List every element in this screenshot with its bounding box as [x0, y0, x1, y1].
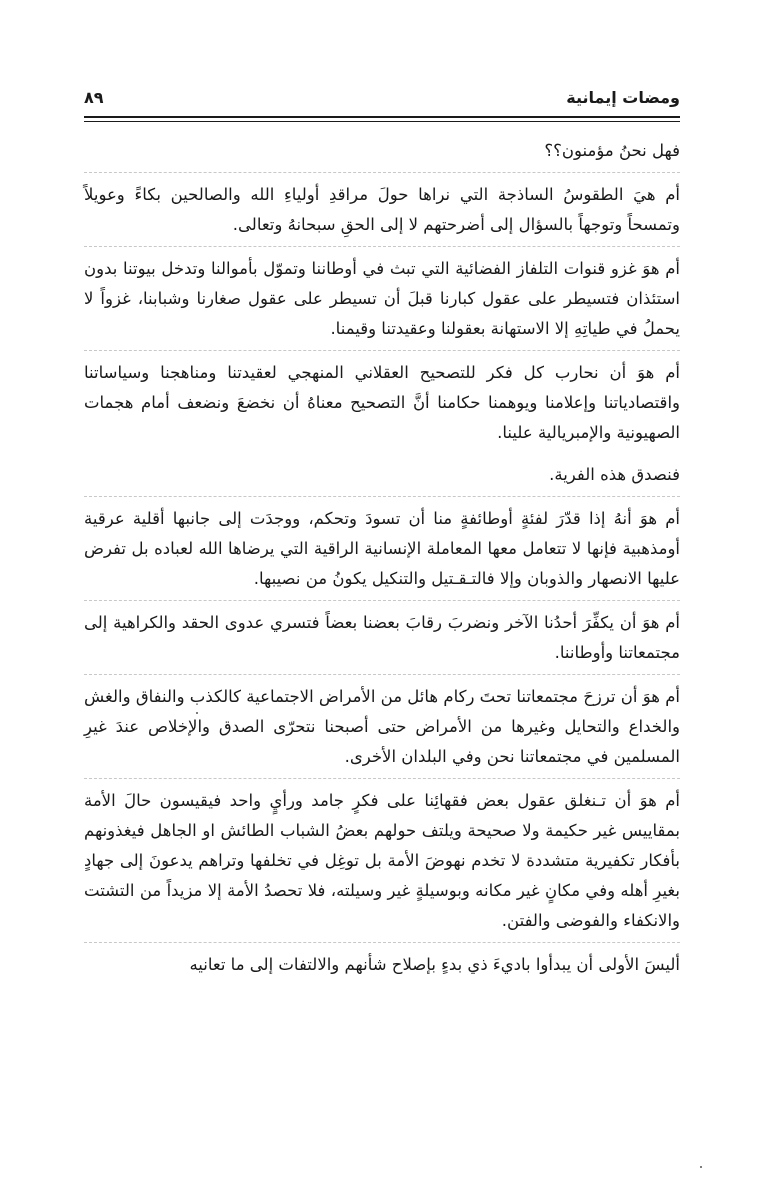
paragraph: أم هوَ غزو قنوات التلفاز الفضائية التي تبث في أوطاننا وتموّل بأموالنا وتدخل بيوتنا بدون استئذان فتسيطر على عقول كبارنا قبلَ أن تسيطر على عقول صغارنا وشبابنا، غزواً لا يحملُ في طياتِهِ إلا الاستهانة بعقولنا وعقيدتنا وقيمنا. — [84, 259, 680, 338]
paragraph: أم هوَ أن يكفِّرَ أحدُنا الآخر ونضربَ رقابَ بعضنا بعضاً فتسري عدوى الحقد والكراهية إلى مجتمعاتنا وأوطاننا. — [84, 613, 680, 662]
paragraph-divider — [84, 246, 680, 248]
paragraph-divider — [84, 674, 680, 676]
body-text — [84, 136, 680, 980]
scan-speck — [700, 1166, 702, 1168]
running-title: ومضات إيمانية — [566, 88, 680, 107]
paragraph-question: فهل نحنُ مؤمنون؟؟ — [544, 141, 680, 160]
paragraph: أم هيَ الطقوسُ الساذجة التي نراها حولَ مراقدِ أولياءِ الله والصالحين بكاءً وعويلاً وتمسحاً وتوجهاً بالسؤال إلى أضرحتهم لا إلى الحقِ سبحانهُ وتعالى. — [84, 185, 680, 234]
paragraph-divider — [84, 172, 680, 174]
header-rule-thick — [84, 116, 680, 118]
paragraph: أم هوَ أن ترزحَ مجتمعاتنا تحتَ ركام هائل من الأمراض الاجتماعية كالكذب والنفاق والغش والخداع والتحايل وغيرها من الأمراض حتى أصبحنا نتحرّى الصدق والإخلاص عندَ غيرِ المسلمين في مجتمعاتنا نحن وفي البلدان الأخرى. — [84, 687, 680, 766]
paragraph: أم هوَ أن نحارب كل فكر للتصحيح العقلاني المنهجي لعقيدتنا ومناهجنا وسياساتنا واقتصادياتنا وإعلامنا ويوهمنا حكامنا أنَّ التصحيح معناهُ أن نخضعَ ونضعف أمام هجمات الصهيونية والإمبريالية علينا. — [84, 363, 680, 442]
paragraph-divider — [84, 496, 680, 498]
header-rule-thin — [84, 121, 680, 122]
paragraph: أليسَ الأولى أن يبدأوا باديءَ ذي بدءٍ بإصلاح شأنهم والالتفات إلى ما تعانيه — [189, 955, 680, 974]
paragraph: أم هوَ أن تـنغلق عقول بعض فقهائِنا على فكرٍ جامد ورأيٍ واحد فيقيسون حالَ الأمة بمقاييس غير حكيمة ولا صحيحة ويلتف حولهم بعضُ الشباب الطائش او الجاهل فيغذونهم بأفكار تكفيرية متشددة لا تخدم نهوضَ الأمة بل توغِل في تخلفها وتراهم يدعونَ إلى جهادٍ بغيرِ أهله وفي مكانٍ غير مكانه وبوسيلةٍ غير وسيلته، فلا تحصدُ الأمة إلا مزيداً من التشتت والانكفاء والفوضى والفتن. — [84, 791, 680, 930]
paragraph-divider — [84, 350, 680, 352]
scan-speck — [196, 712, 198, 714]
paragraph: فنصدق هذه الفرية. — [549, 465, 680, 484]
paragraph-divider — [84, 778, 680, 780]
paragraph-divider — [84, 942, 680, 944]
paragraph-divider — [84, 600, 680, 602]
page-number: ٨٩ — [84, 88, 104, 107]
paragraph: أم هوَ أنهُ إذا قدّرَ لفئةٍ أوطائفةٍ منا أن تسودَ وتحكم، ووجدَت إلى جانبها أقلية عرقية أومذهبية فإنها لا تتعامل معها المعاملة الإنسانية الراقية التي يرضاها الله لعباده بل تفرض عليها الانصهار والذوبان وإلا فالتـقـتيل والتنكيل يكونُ من نصيبها. — [84, 509, 680, 588]
page-header — [84, 84, 680, 124]
